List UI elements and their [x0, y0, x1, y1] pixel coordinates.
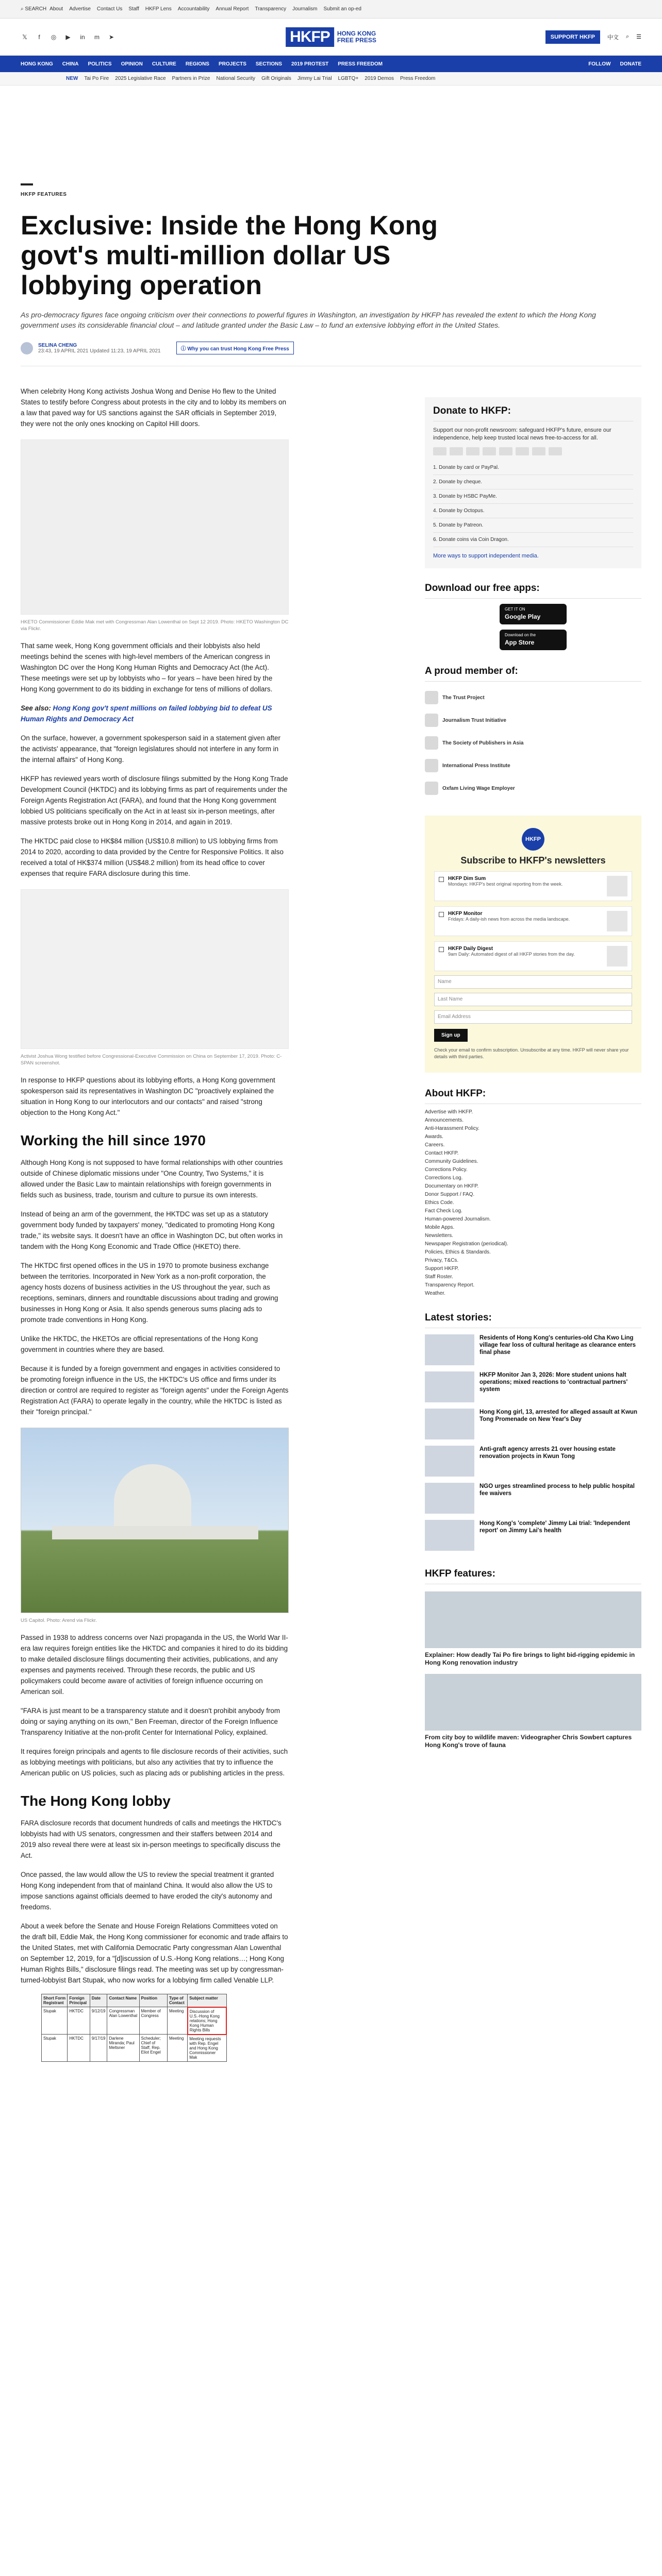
signup-button[interactable]: Sign up: [434, 1029, 468, 1042]
about-link[interactable]: Weather.: [425, 1291, 445, 1296]
google-play-button[interactable]: GET IT ON Google Play: [500, 604, 567, 624]
latest-story[interactable]: Hong Kong girl, 13, arrested for alleged assault at Kwun Tong Promenade on New Year's Day: [425, 1409, 641, 1439]
trending-link[interactable]: Gift Originals: [261, 76, 291, 81]
table-row: [42, 2007, 227, 2035]
payme-icon: [499, 447, 512, 455]
top-link[interactable]: Advertise: [69, 6, 91, 12]
visa-icon: [450, 447, 463, 455]
table-header-row: [42, 1994, 227, 2007]
table-cell: 9/17/19: [90, 2035, 107, 2062]
article-image-eddie-mak: [21, 439, 289, 615]
nav-item[interactable]: 2019 PROTEST: [291, 61, 329, 67]
feature-image: [425, 1591, 641, 1648]
checkbox[interactable]: [439, 947, 444, 952]
about-link[interactable]: Policies, Ethics & Standards.: [425, 1249, 491, 1255]
latest-story[interactable]: Anti-graft agency arrests 21 over housing estate renovation projects in Kwun Tong: [425, 1446, 641, 1477]
capitol-building-shape: [52, 1526, 258, 1539]
about-link[interactable]: Newspaper Registration (periodical).: [425, 1241, 508, 1247]
story-thumb: [425, 1446, 474, 1477]
mastercard-icon: [433, 447, 446, 455]
table-header: Type of Contact: [167, 1994, 187, 2007]
table-header: Foreign Principal: [68, 1994, 90, 2007]
article-header: [0, 183, 662, 366]
article-image-joshua-wong: [21, 889, 289, 1049]
paragraph: That same week, Hong Kong government officials and their lobbyists also held meetings behind the scenes with high-level members of the American congress in Washington DC over the Hong Kong Human Rights and Democracy Act (the Act). These meetings were set up by lobbyists who – for years – have been hired by the Hong Kong government to do its bidding in exchange for tens of millions of dollars.: [21, 642, 273, 693]
nav-item[interactable]: POLITICS: [88, 61, 112, 67]
capitol-dome-shape: [114, 1464, 191, 1531]
table-cell: Member of Congress: [139, 2007, 167, 2035]
paragraph: About a week before the Senate and House Foreign Relations Committees voted on the draft bill, Eddie Mak, the Hong Kong commissioner for economic and trade affairs to the United States, met with California Democratic Party congressman Alan Lowenthal on September 12, 2019, for a "[d]iscussion of U.S.-Hong Kong relations…; Hong Kong Human Rights Bills," disclosure filings read. The meeting was set up by congressman-turned-lobbyist Bart Stupak, who now works for a lobbying firm called Venable LLP.: [21, 1922, 288, 1984]
donate-text: Support our non-profit newsroom: safeguard HKFP's future, ensure our independence, help keep trusted local news free-to-access for all.: [433, 427, 611, 441]
name-input[interactable]: Name: [434, 975, 632, 989]
about-link[interactable]: Announcements.: [425, 1117, 464, 1123]
about-link[interactable]: Transparency Report.: [425, 1282, 475, 1288]
see-also-link[interactable]: Hong Kong gov't spent millions on failed lobbying bid to defeat US Human Rights and Democracy Act: [21, 704, 272, 723]
trending-label: NEW: [66, 76, 78, 81]
story-thumb: [425, 1409, 474, 1439]
nav-item[interactable]: CHINA: [62, 61, 79, 67]
member-logo[interactable]: International Press Institute: [425, 759, 641, 772]
paragraph: When celebrity Hong Kong activists Joshua Wong and Denise Ho flew to the United States to testify before Congress about protests in the city and to lobby its members on a law that paved way for US sanctions against the SAR officials in September 2019, they were not the only ones knocking on Capitol Hill doors.: [21, 387, 287, 428]
table-cell: Meeting: [167, 2007, 187, 2035]
about-link[interactable]: Ethics Code.: [425, 1200, 454, 1206]
table-cell: Scheduler; Chief of Staff, Rep. Eliot Engel: [139, 2035, 167, 2062]
table-cell: HKTDC: [68, 2035, 90, 2062]
donate-step[interactable]: 3. Donate by HSBC PayMe.: [433, 489, 633, 504]
story-thumb: [425, 1334, 474, 1365]
table-cell: Meeting: [167, 2035, 187, 2062]
top-bar: [0, 0, 662, 19]
paypal-icon: [483, 447, 496, 455]
nav-item[interactable]: REGIONS: [185, 61, 209, 67]
about-link[interactable]: Support HKFP.: [425, 1266, 459, 1272]
amex-icon: [466, 447, 479, 455]
member-title: A proud member of:: [425, 666, 641, 682]
nav-item[interactable]: SECTIONS: [255, 61, 282, 67]
table-header: Subject matter: [188, 1994, 226, 2007]
newsletter-option[interactable]: HKFP Daily Digest 9am Daily: Automated digest of all HKFP stories from the day.: [434, 941, 632, 971]
site-logo[interactable]: [286, 27, 376, 47]
paragraph: Unlike the HKTDC, the HKETOs are official representations of the Hong Kong government in countries where they are based.: [21, 1335, 258, 1353]
sopa-icon: [425, 736, 438, 750]
about-title: About HKFP:: [425, 1088, 641, 1104]
table-cell: Stupak: [42, 2035, 68, 2062]
section-heading: The Hong Kong lobby: [21, 1793, 171, 1809]
top-link[interactable]: Accountability: [177, 6, 210, 12]
story-thumb: [425, 1483, 474, 1514]
paragraph: "FARA is just meant to be a transparency statute and it doesn't prohibit anybody from doing or saying anything on its own," Ben Freeman, director of the Foreign Influence Transparency Initiative at the non-profit Center for International Policy, explained.: [21, 1707, 280, 1736]
nav-item[interactable]: OPINION: [121, 61, 143, 67]
nav-item[interactable]: PROJECTS: [218, 61, 246, 67]
top-links: [49, 6, 361, 12]
latest-story[interactable]: HKFP Monitor Jan 3, 2026: More student unions halt operations; mixed reactions to 'contractual partners' system: [425, 1371, 641, 1402]
trending-link[interactable]: 2019 Demos: [365, 76, 394, 81]
member-logo[interactable]: Journalism Trust Initiative: [425, 714, 641, 727]
top-link[interactable]: Transparency: [255, 6, 287, 12]
paragraph: FARA disclosure records that document hundreds of calls and meetings the HKTDC's lobbyists had with US senators, congressmen and their staffers between 2014 and 2019 also reveal there were at least six in-person meetings to specifically discuss the Act.: [21, 1819, 282, 1859]
trending-link[interactable]: Press Freedom: [400, 76, 436, 81]
table-cell: Darlene Miranda; Paul Meltsner: [107, 2035, 139, 2062]
support-button[interactable]: SUPPORT HKFP: [545, 30, 600, 44]
search-label: SEARCH: [25, 6, 47, 12]
donate-step[interactable]: 5. Donate by Patreon.: [433, 518, 633, 533]
facebook-icon[interactable]: f: [38, 33, 40, 41]
see-also: [21, 703, 289, 724]
newsletter-note: Check your email to confirm subscription. Unsubscribe at any time. HKFP will never share your details with third parties.: [434, 1047, 629, 1059]
table-cell: Congressman Alan Lowenthal: [107, 2007, 139, 2035]
about-link[interactable]: Donor Support / FAQ.: [425, 1192, 475, 1197]
nav-follow[interactable]: FOLLOW: [588, 61, 611, 67]
crypto-icon: [549, 447, 562, 455]
top-link[interactable]: Journalism: [292, 6, 318, 12]
nav-item[interactable]: CULTURE: [152, 61, 176, 67]
site-header: [0, 19, 662, 56]
about-link[interactable]: Corrections Log.: [425, 1175, 463, 1181]
ipi-icon: [425, 759, 438, 772]
image-caption: US Capitol. Photo: Arend via Flickr.: [21, 1618, 97, 1623]
features-box: [425, 1568, 641, 1749]
about-link[interactable]: Awards.: [425, 1134, 443, 1140]
latest-story[interactable]: Residents of Hong Kong's centuries-old Cha Kwo Ling village fear loss of cultural heritage as clearance enters final phase: [425, 1334, 641, 1365]
about-link[interactable]: Corrections Policy.: [425, 1167, 468, 1173]
instagram-icon[interactable]: ◎: [51, 33, 57, 41]
checkbox[interactable]: [439, 912, 444, 917]
top-link[interactable]: HKFP Lens: [145, 6, 172, 12]
about-link[interactable]: Fact Check Log.: [425, 1208, 462, 1214]
about-link[interactable]: Privacy, T&Cs.: [425, 1258, 459, 1263]
search-button[interactable]: ⌕ SEARCH: [21, 6, 47, 12]
author-name[interactable]: SELINA CHENG: [38, 342, 77, 348]
twitter-icon[interactable]: 𝕏: [22, 33, 27, 41]
paragraph: In response to HKFP questions about its lobbying efforts, a Hong Kong government spokesperson said its representatives in Washington DC "proactively explained the situation in Hong Kong to our interlocutors and our contacts" and raised "strong objection to the Hong Kong Act.": [21, 1076, 275, 1116]
main-nav: [0, 56, 662, 72]
article-title: Exclusive: Inside the Hong Kong govt's multi-million dollar US lobbying operation: [21, 211, 438, 300]
language-link[interactable]: 中文: [607, 34, 619, 41]
paragraph: Once passed, the law would allow the US to review the special treatment it granted Hong Kong independent from that of mainland China. It would also allow the US to impose sanctions against officials deemed to have eroded the city's autonomy and freedoms.: [21, 1871, 274, 1911]
header-actions: [545, 30, 641, 44]
donate-step[interactable]: 4. Donate by Octopus.: [433, 504, 633, 518]
table-header: Contact Name: [107, 1994, 139, 2007]
newsletter-title: Subscribe to HKFP's newsletters: [460, 855, 606, 866]
about-link[interactable]: Staff Roster.: [425, 1274, 453, 1280]
paragraph: The HKTDC first opened offices in the US in 1970 to promote business exchange between the territories. Incorporated in New York as a non-profit corporation, the agency hosts dozens of business activities in the US throughout the year, such as receptions, seminars, dinners and roundtable discussions about trading and growing businesses in Hong Kong or Asia. It also spends generous sums placing ads to promote trade conventions in Hong Kong.: [21, 1262, 278, 1324]
table-header: Short Form Registrant: [42, 1994, 68, 2007]
about-link[interactable]: Newsletters.: [425, 1233, 454, 1239]
trending-link[interactable]: Partners in Prize: [172, 76, 210, 81]
more-ways-link[interactable]: More ways to support independent media.: [433, 553, 539, 559]
feature-card[interactable]: Explainer: How deadly Tai Po fire brings to light bid-rigging epidemic in Hong Kong renovation industry: [425, 1591, 641, 1667]
menu-icon[interactable]: ☰: [636, 34, 641, 40]
paragraph: Although Hong Kong is not supposed to have formal relationships with other countries outside of Chinese diplomatic missions under "One Country, Two Systems," it is allowed under the Basic Law to maintain relationships with foreign governments in fields such as business, trade, tourism and culture to pursue its own interests.: [21, 1159, 283, 1199]
table-cell: HKTDC: [68, 2007, 90, 2035]
fara-disclosure-table: [41, 1994, 227, 2062]
donate-step[interactable]: 2. Donate by cheque.: [433, 475, 633, 489]
donate-step[interactable]: 1. Donate by card or PayPal.: [433, 461, 633, 475]
top-link[interactable]: About: [49, 6, 63, 12]
table-cell: Meeting requests with Rep. Engel and Hong Kong Commissioner Mak: [188, 2035, 226, 2062]
trending-bar: [0, 72, 662, 86]
newsletter-option[interactable]: HKFP Monitor Fridays: A daily-ish news from across the media landscape.: [434, 906, 632, 936]
story-thumb: [425, 1520, 474, 1551]
patreon-icon: [532, 447, 545, 455]
member-logo[interactable]: Oxfam Living Wage Employer: [425, 782, 641, 795]
latest-title: Latest stories:: [425, 1312, 641, 1328]
content-columns: [0, 366, 662, 2062]
paragraph: On the surface, however, a government spokesperson said in a statement given after the activists' appearance, that "foreign legislatures should not interfere in any form in the internal affairs" of Hong Kong.: [21, 734, 280, 764]
newsletter-option[interactable]: HKFP Dim Sum Mondays: HKFP's best original reporting from the week.: [434, 871, 632, 901]
donate-box: [425, 397, 641, 568]
about-list: [425, 1108, 641, 1298]
why-trust-button[interactable]: ⓘ Why you can trust Hong Kong Free Press: [176, 342, 294, 354]
search-icon[interactable]: ⌕: [625, 33, 630, 40]
table-row: [42, 2035, 227, 2062]
payment-methods: [433, 447, 633, 455]
email-input[interactable]: Email Address: [434, 1010, 632, 1024]
about-link[interactable]: Community Guidelines.: [425, 1159, 478, 1164]
trending-link[interactable]: 2025 Legislative Race: [115, 76, 166, 81]
table-header: Position: [139, 1994, 167, 2007]
newsletter-box: [425, 816, 641, 1073]
article-body: [21, 366, 289, 2062]
paragraph: Because it is funded by a foreign government and engages in activities considered to be promoting foreign influence in the US, the HKTDC's US office and firms under its direction or control are required to register as "foreign agents" under the Foreign Agents Registration Act (FARA) to operate legally in the country, while the HKTDC is listed as their "foreign principal.": [21, 1365, 289, 1416]
kicker-rule: [21, 183, 33, 185]
latest-box: [425, 1312, 641, 1551]
table-header: Date: [90, 1994, 107, 2007]
feature-image: [425, 1674, 641, 1731]
about-link[interactable]: Contact HKFP.: [425, 1150, 459, 1156]
donate-title: Donate to HKFP:: [433, 405, 633, 421]
donate-step[interactable]: 6. Donate coins via Coin Dragon.: [433, 533, 633, 547]
about-link[interactable]: Advertise with HKFP.: [425, 1109, 473, 1115]
about-link[interactable]: Human-powered Journalism.: [425, 1216, 491, 1222]
paragraph: It requires foreign principals and agents to file disclosure records of their activities, such as lobbying meetings with politicians, but also any activities that try to influence the American public on US policies, such as placing ads or publishing articles in the press.: [21, 1748, 288, 1777]
linkedin-icon[interactable]: in: [80, 33, 85, 41]
paragraph: The HKTDC paid close to HK$84 million (US$10.8 million) to US lobbying firms from 2014 to 2020, according to data provided by the Centre for Responsive Politics. It also received a total of HK$374 million (US$48.2 million) from its head office to cover expenses that require FARA disclosure during this time.: [21, 837, 284, 877]
nav-donate[interactable]: DONATE: [620, 61, 641, 67]
social-links: [21, 33, 115, 41]
octopus-icon: [516, 447, 529, 455]
paragraph: HKFP has reviewed years worth of disclosure filings submitted by the Hong Kong Trade Development Council (HKTDC) and its lobbying firms as part of requirements under the Foreign Agents Registration Act (FARA), and found that the Hong Kong government lobbied US politicians specifically on the Act in at least six in-person meetings, after massive protests broke out in Hong Kong in 2014, and again in 2019.: [21, 775, 288, 826]
story-thumb: [425, 1371, 474, 1402]
table-cell: Discussion of U.S.-Hong Kong relations; Hong Kong Human Rights Bills: [188, 2007, 226, 2035]
trending-link[interactable]: Tai Po Fire: [84, 76, 109, 81]
see-also-label: See also:: [21, 704, 51, 712]
trending-link[interactable]: National Security: [216, 76, 256, 81]
top-link[interactable]: Contact Us: [96, 6, 123, 12]
article-kicker[interactable]: HKFP FEATURES: [21, 192, 67, 197]
newsletter-thumb: [607, 876, 627, 896]
about-link[interactable]: Anti-Harassment Policy.: [425, 1126, 479, 1131]
article-image-us-capitol: [21, 1428, 289, 1613]
jti-icon: [425, 714, 438, 727]
table-cell: 9/12/19: [90, 2007, 107, 2035]
feature-card[interactable]: From city boy to wildlife maven: Videographer Chris Sowbert captures Hong Kong's trove of fauna: [425, 1674, 641, 1749]
mastodon-icon[interactable]: m: [94, 33, 100, 41]
trust-project-icon: [425, 691, 438, 704]
top-link[interactable]: Submit an op-ed: [323, 6, 361, 12]
member-logo[interactable]: The Society of Publishers in Asia: [425, 736, 641, 750]
section-heading: Working the hill since 1970: [21, 1132, 206, 1148]
member-logo[interactable]: The Trust Project: [425, 691, 641, 704]
trending-link[interactable]: Jimmy Lai Trial: [297, 76, 332, 81]
article-dates: 23:43, 19 APRIL 2021 Updated 11:23, 19 APRIL 2021: [38, 348, 161, 354]
about-link[interactable]: Mobile Apps.: [425, 1225, 455, 1230]
byline: [21, 342, 641, 354]
sidebar: [425, 366, 641, 2062]
youtube-icon[interactable]: ▶: [65, 33, 71, 41]
telegram-icon[interactable]: ➤: [108, 33, 114, 41]
apps-box: [425, 583, 641, 650]
last-name-input[interactable]: Last Name: [434, 993, 632, 1006]
latest-story[interactable]: NGO urges streamlined process to help public hospital fee waivers: [425, 1483, 641, 1514]
nav-item[interactable]: HONG KONG: [21, 61, 53, 67]
table-cell: Stupak: [42, 2007, 68, 2035]
top-link[interactable]: Annual Report: [216, 6, 249, 12]
logo-mark: HKFP: [286, 27, 334, 47]
article-dek: As pro-democracy figures face ongoing criticism over their connections to powerful figures in Washington, an investigation by HKFP has revealed the extent to which the Hong Kong government uses its considerable financial clout – and latitude granted under the Basic Law – to fund an extensive lobbying effort in the United States.: [21, 311, 596, 329]
member-box: [425, 666, 641, 795]
latest-story[interactable]: Hong Kong's 'complete' Jimmy Lai trial: 'Independent report' on Jimmy Lai's health: [425, 1520, 641, 1551]
about-link[interactable]: Careers.: [425, 1142, 445, 1148]
image-caption: HKETO Commissioner Eddie Mak met with Congressman Alan Lowenthal on Sept 12 2019. Photo: HKETO Washington DC via Flickr.: [21, 619, 289, 632]
donate-steps: [433, 461, 633, 547]
checkbox[interactable]: [439, 877, 444, 882]
oxfam-icon: [425, 782, 438, 795]
image-caption: Activist Joshua Wong testified before Congressional-Executive Commission on China on September 17, 2019. Photo: C-SPAN screenshot.: [21, 1054, 282, 1066]
apps-title: Download our free apps:: [425, 583, 641, 599]
features-title: HKFP features:: [425, 1568, 641, 1584]
about-link[interactable]: Documentary on HKFP.: [425, 1183, 479, 1189]
paragraph: Instead of being an arm of the government, the HKTDC was set up as a statutory government body funded by taxpayers' money, "dedicated to promoting Hong Kong trade," its website says. It doesn't have an office in Washington DC, but often works in tandem with the Hong Kong Economic and Trade Office (HKETO) there.: [21, 1210, 283, 1250]
paragraph: Passed in 1938 to address concerns over Nazi propaganda in the US, the World War II-era law requires foreign entities like the HKTDC and companies it hired to do its bidding to make detailed disclosure filings documenting their activities, publications, and any expenses and payments received. Through these records, the public and US policymakers could become aware of activities of foreign influence occurring on American soil.: [21, 1634, 288, 1696]
nav-item[interactable]: PRESS FREEDOM: [338, 61, 383, 67]
newsletter-thumb: [607, 946, 627, 967]
trending-link[interactable]: LGBTQ+: [338, 76, 359, 81]
newsletter-thumb: [607, 911, 627, 931]
logo-text: HONG KONG FREE PRESS: [337, 29, 376, 44]
about-box: [425, 1088, 641, 1298]
author-avatar: [21, 342, 33, 354]
top-link[interactable]: Staff: [128, 6, 139, 12]
app-store-button[interactable]: Download on the App Store: [500, 630, 567, 650]
newsletter-badge: HKFP: [522, 828, 544, 851]
